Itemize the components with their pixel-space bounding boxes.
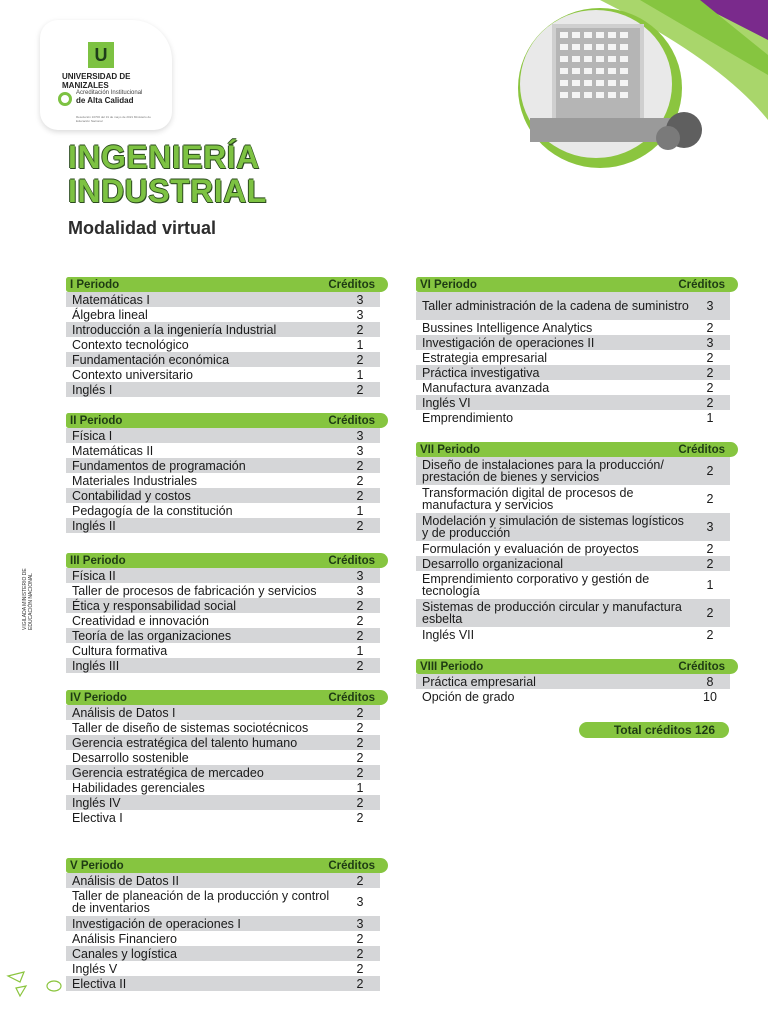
course-name: Estrategia empresarial <box>422 350 548 365</box>
leaf-icon <box>4 968 64 1008</box>
course-row <box>66 292 380 307</box>
course-name: Manufactura avanzada <box>422 380 550 395</box>
course-credits: 2 <box>356 458 364 473</box>
course-name: Taller de procesos de fabricación y servicios <box>72 583 317 598</box>
course-name: Diseño de instalaciones para la producción/ prestación de bienes y servicios <box>422 458 664 484</box>
course-name: Opción de grado <box>422 689 515 704</box>
course-credits: 2 <box>356 352 364 367</box>
course-row <box>416 380 730 395</box>
course-credits: 2 <box>356 765 364 780</box>
course-name: Inglés V <box>72 961 118 976</box>
credits-column-header: Créditos <box>328 691 375 704</box>
course-row <box>416 627 730 642</box>
course-name: Análisis de Datos I <box>72 705 176 720</box>
course-credits: 3 <box>356 583 364 598</box>
course-name: Emprendimiento corporativo y gestión de tecnología <box>422 572 650 598</box>
course-row <box>66 873 380 888</box>
course-row <box>416 485 730 513</box>
course-row <box>416 457 730 485</box>
credits-column-header: Créditos <box>678 660 725 673</box>
course-list <box>66 568 388 673</box>
course-name: Fundamentación económica <box>72 352 230 367</box>
course-name: Análisis de Datos II <box>72 873 179 888</box>
course-name: Formulación y evaluación de proyectos <box>422 541 639 556</box>
course-name: Materiales Industriales <box>72 473 198 488</box>
period-name: VI Periodo <box>420 278 477 291</box>
course-credits: 3 <box>356 916 364 931</box>
period-3 <box>66 553 388 673</box>
course-name: Matemáticas I <box>72 292 150 307</box>
course-row <box>66 946 380 961</box>
course-list <box>66 705 388 825</box>
course-name: Introducción a la ingeniería Industrial <box>72 322 277 337</box>
course-credits: 3 <box>356 443 364 458</box>
course-row <box>416 513 730 541</box>
course-name: Contexto universitario <box>72 367 193 382</box>
period-name: I Periodo <box>70 278 120 291</box>
course-credits: 2 <box>356 750 364 765</box>
course-credits: 3 <box>356 307 364 322</box>
course-credits: 8 <box>706 674 714 689</box>
course-credits: 2 <box>356 518 364 533</box>
course-name: Desarrollo organizacional <box>422 556 564 571</box>
course-credits: 2 <box>356 931 364 946</box>
course-list <box>416 457 738 642</box>
course-row <box>66 307 380 322</box>
period-header <box>66 858 388 873</box>
course-name: Canales y logística <box>72 946 177 961</box>
course-name: Gerencia estratégica de mercadeo <box>72 765 264 780</box>
course-row <box>66 488 380 503</box>
logo-mark: U <box>88 42 114 68</box>
course-row <box>66 473 380 488</box>
course-credits: 2 <box>356 473 364 488</box>
course-name: Fundamentos de programación <box>72 458 246 473</box>
course-credits: 2 <box>356 873 364 888</box>
course-name: Matemáticas II <box>72 443 154 458</box>
course-name: Taller de diseño de sistemas sociotécnicos <box>72 720 309 735</box>
period-7 <box>416 442 738 642</box>
course-row <box>66 658 380 673</box>
course-row <box>66 765 380 780</box>
course-name: Inglés IV <box>72 795 121 810</box>
course-row <box>66 735 380 750</box>
course-row <box>66 352 380 367</box>
course-row <box>66 961 380 976</box>
period-header <box>66 553 388 568</box>
period-name: V Periodo <box>70 859 124 872</box>
course-credits: 2 <box>356 810 364 825</box>
course-row <box>416 599 730 627</box>
course-credits: 10 <box>703 689 717 704</box>
vigilado-text: VIGILADA MINISTERIO DE EDUCACIÓN NACIONAL <box>22 568 34 630</box>
period-header <box>66 690 388 705</box>
course-name: Inglés III <box>72 658 120 673</box>
course-name: Inglés II <box>72 518 116 533</box>
course-name: Modelación y simulación de sistemas logísticos y de producción <box>422 514 684 540</box>
course-credits: 3 <box>706 299 714 313</box>
period-2 <box>66 413 388 533</box>
course-name: Física I <box>72 428 113 443</box>
course-credits: 2 <box>356 976 364 991</box>
course-row <box>66 428 380 443</box>
course-name: Sistemas de producción circular y manufactura esbelta <box>422 600 682 626</box>
vigilado-label <box>22 552 62 630</box>
course-credits: 1 <box>356 337 364 352</box>
course-name: Transformación digital de procesos de manufactura y servicios <box>422 486 634 512</box>
course-row <box>66 720 380 735</box>
course-row <box>66 795 380 810</box>
course-row <box>66 643 380 658</box>
course-name: Teoría de las organizaciones <box>72 628 232 643</box>
course-credits: 2 <box>356 613 364 628</box>
course-row <box>416 292 730 320</box>
course-row <box>66 705 380 720</box>
course-row <box>66 583 380 598</box>
course-row <box>66 976 380 991</box>
course-name: Creatividad e innovación <box>72 613 209 628</box>
title-line1: INGENIERÍA <box>68 139 260 175</box>
period-name: III Periodo <box>70 554 126 567</box>
course-row <box>66 568 380 583</box>
course-name: Contabilidad y costos <box>72 488 191 503</box>
course-row <box>66 382 380 397</box>
university-logo <box>40 20 172 130</box>
course-row <box>66 518 380 533</box>
course-credits: 2 <box>356 628 364 643</box>
course-row <box>416 556 730 571</box>
course-name: Análisis Financiero <box>72 931 177 946</box>
course-credits: 2 <box>706 350 714 365</box>
course-name: Álgebra lineal <box>72 307 148 322</box>
course-row <box>416 320 730 335</box>
course-list <box>416 674 738 704</box>
course-name: Electiva II <box>72 976 127 991</box>
period-header <box>416 659 738 674</box>
period-header <box>66 413 388 428</box>
period-header <box>66 277 388 292</box>
course-row <box>416 335 730 350</box>
credits-column-header: Créditos <box>328 278 375 291</box>
title-line2: INDUSTRIAL <box>68 173 267 209</box>
course-row <box>66 367 380 382</box>
period-5 <box>66 858 388 991</box>
course-credits: 2 <box>706 492 714 506</box>
course-credits: 2 <box>706 395 714 410</box>
course-name: Taller administración de la cadena de suministro <box>422 299 689 313</box>
course-credits: 2 <box>706 380 714 395</box>
total-credits: Total créditos 126 <box>579 722 729 738</box>
course-row <box>66 931 380 946</box>
course-list <box>416 292 738 425</box>
credits-column-header: Créditos <box>678 278 725 291</box>
course-name: Inglés VI <box>422 395 471 410</box>
credits-column-header: Créditos <box>328 414 375 427</box>
course-row <box>66 750 380 765</box>
course-name: Cultura formativa <box>72 643 168 658</box>
course-credits: 2 <box>706 365 714 380</box>
course-credits: 1 <box>356 643 364 658</box>
course-row <box>66 628 380 643</box>
course-credits: 3 <box>706 335 714 350</box>
accreditation-fine-print: Resolución 10700 del 31 de mayo de 2021 Ministerio de Educación Nacional <box>76 115 151 123</box>
course-credits: 3 <box>356 895 364 909</box>
course-name: Ética y responsabilidad social <box>72 598 236 613</box>
course-name: Habilidades gerenciales <box>72 780 205 795</box>
accreditation-text <box>76 90 162 106</box>
course-name: Emprendimiento <box>422 410 514 425</box>
university-name: UNIVERSIDAD DE MANIZALES <box>62 72 131 90</box>
course-name: Electiva I <box>72 810 123 825</box>
course-name: Práctica investigativa <box>422 365 540 380</box>
course-row <box>416 350 730 365</box>
course-row <box>66 780 380 795</box>
course-credits: 1 <box>356 780 364 795</box>
course-row <box>66 322 380 337</box>
course-credits: 2 <box>356 720 364 735</box>
course-credits: 1 <box>706 410 714 425</box>
course-credits: 2 <box>356 322 364 337</box>
course-name: Bussines Intelligence Analytics <box>422 320 593 335</box>
period-name: VIII Periodo <box>420 660 484 673</box>
accreditation-line2: de Alta Calidad <box>76 96 134 105</box>
period-4 <box>66 690 388 825</box>
course-name: Inglés I <box>72 382 113 397</box>
course-name: Contexto tecnológico <box>72 337 189 352</box>
course-credits: 2 <box>706 464 714 478</box>
course-credits: 2 <box>356 488 364 503</box>
course-credits: 2 <box>356 795 364 810</box>
course-row <box>416 571 730 599</box>
course-name: Investigación de operaciones I <box>72 916 241 931</box>
course-row <box>66 598 380 613</box>
period-1 <box>66 277 388 397</box>
course-name: Desarrollo sostenible <box>72 750 189 765</box>
course-credits: 3 <box>356 292 364 307</box>
course-name: Inglés VII <box>422 627 475 642</box>
accreditation-line1: Acreditación Institucional <box>76 90 143 96</box>
course-row <box>66 888 380 916</box>
course-credits: 1 <box>356 503 364 518</box>
course-list <box>66 292 388 397</box>
course-credits: 2 <box>356 946 364 961</box>
course-row <box>66 503 380 518</box>
period-header <box>416 442 738 457</box>
period-6 <box>416 277 738 425</box>
course-credits: 1 <box>706 578 714 592</box>
course-name: Física II <box>72 568 116 583</box>
credits-column-header: Créditos <box>328 554 375 567</box>
course-credits: 2 <box>706 541 714 556</box>
course-credits: 2 <box>356 735 364 750</box>
course-row <box>416 541 730 556</box>
course-credits: 2 <box>706 556 714 571</box>
course-row <box>66 458 380 473</box>
course-row <box>416 365 730 380</box>
course-row <box>416 410 730 425</box>
course-credits: 2 <box>706 606 714 620</box>
program-modality: Modalidad virtual <box>68 218 217 238</box>
course-name: Investigación de operaciones II <box>422 335 595 350</box>
course-row <box>66 810 380 825</box>
course-credits: 3 <box>356 428 364 443</box>
course-name: Gerencia estratégica del talento humano <box>72 735 298 750</box>
course-row <box>66 337 380 352</box>
course-credits: 2 <box>356 961 364 976</box>
course-name: Práctica empresarial <box>422 674 536 689</box>
course-row <box>416 689 730 704</box>
period-header <box>416 277 738 292</box>
period-name: IV Periodo <box>70 691 127 704</box>
course-credits: 2 <box>356 382 364 397</box>
period-name: II Periodo <box>70 414 123 427</box>
period-name: VII Periodo <box>420 443 481 456</box>
course-list <box>66 428 388 533</box>
course-credits: 2 <box>356 705 364 720</box>
course-name: Taller de planeación de la producción y control de inventarios <box>72 889 330 915</box>
accreditation-icon <box>58 92 72 106</box>
period-8 <box>416 659 738 704</box>
course-credits: 2 <box>356 658 364 673</box>
course-list <box>66 873 388 991</box>
course-credits: 1 <box>356 367 364 382</box>
course-credits: 2 <box>356 598 364 613</box>
credits-column-header: Créditos <box>328 859 375 872</box>
course-row <box>416 674 730 689</box>
course-row <box>66 916 380 931</box>
course-row <box>66 613 380 628</box>
course-credits: 3 <box>706 520 714 534</box>
program-title <box>68 140 267 208</box>
course-credits: 2 <box>706 627 714 642</box>
course-row <box>416 395 730 410</box>
course-credits: 3 <box>356 568 364 583</box>
course-row <box>66 443 380 458</box>
credits-column-header: Créditos <box>678 443 725 456</box>
course-credits: 2 <box>706 320 714 335</box>
course-name: Pedagogía de la constitución <box>72 503 233 518</box>
